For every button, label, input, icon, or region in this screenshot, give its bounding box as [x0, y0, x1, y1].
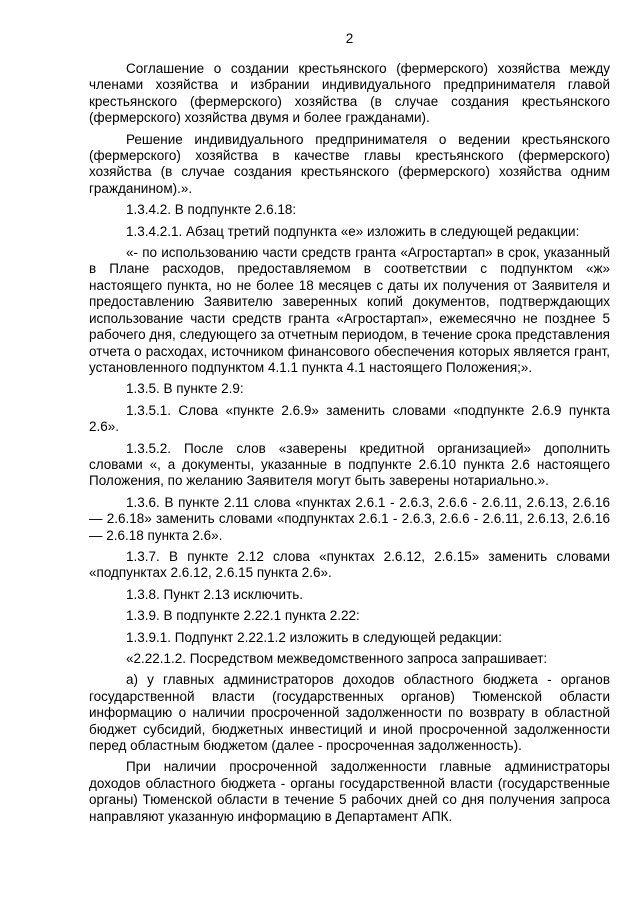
paragraph-2-22-1-2: «2.22.1.2. Посредством межведомственного запроса запрашивает:: [126, 651, 548, 666]
paragraph-overdue-debt: При наличии просроченной задолженности главные администраторы доходов областного бюджета - органы государственной власти (государственные органы) Тюменской области в течение 5 рабочих дней со дня получения запроса направляют указанную информацию в Департамент АПК.: [89, 759, 610, 824]
page-number: 2: [345, 31, 354, 46]
paragraph-1-3-8: 1.3.8. Пункт 2.13 исключить.: [126, 586, 304, 602]
document-body: [89, 61, 610, 825]
paragraph-decision: Решение индивидуального предпринимателя о ведении крестьянского (фермерского) хозяйства в качестве главы крестьянского (фермерского) хозяйства (в случае создания крестьянского (фермерского) хозяйства одним гражданином).».: [89, 131, 610, 196]
paragraph-1-3-9-1: 1.3.9.1. Подпункт 2.22.1.2 изложить в следующей редакции:: [126, 629, 502, 645]
paragraph-1-3-6: 1.3.6. В пункте 2.11 слова «пунктах 2.6.1 - 2.6.3, 2.6.6 - 2.6.11, 2.6.13, 2.6.16 — 2.6.18» заменить словами «подпунктах 2.6.1 - 2.6.3, 2.6.6 - 2.6.11, 2.6.13, 2.6.16 — 2.6.18 пункта 2.6».: [89, 494, 610, 543]
paragraph-1-3-4-2: 1.3.4.2. В подпункте 2.6.18:: [126, 202, 297, 218]
paragraph-1-3-5-2: 1.3.5.2. После слов «заверены кредитной организацией» дополнить словами «, а документы, указанные в подпункте 2.6.10 пункта 2.6 настоящего Положения, по желанию Заявителя могут быть заверены нотариально.».: [89, 440, 610, 489]
paragraph-1-3-5-1: 1.3.5.1. Слова «пункте 2.6.9» заменить словами «подпункте 2.6.9 пункта 2.6».: [89, 402, 610, 435]
paragraph-1-3-4-2-1: 1.3.4.2.1. Абзац третий подпункта «е» изложить в следующей редакции:: [126, 223, 580, 239]
paragraph-quote-grant: «- по использованию части средств гранта «Агростартап» в срок, указанный в Плане расходов, предоставляемом в соответствии с подпунктом «ж» настоящего пункта, но не более 18 месяцев с даты их получения от Заявителя и предоставлению Заявителю заверенных копий документов, подтверждающих использование части средств гранта «Агростартап», ежемесячно не позднее 5 рабочего дня, следующего за отчетным периодом, в течение срока представления отчета о расходах, источником финансового обеспечения которых является грант, установленного подпунктом 4.1.1 пункта 4.1 настоящего Положения;».: [89, 245, 610, 375]
paragraph-1-3-5: 1.3.5. В пункте 2.9:: [126, 381, 244, 397]
paragraph-item-a: а) у главных администраторов доходов областного бюджета - органов государственной власти (государственных органов) Тюменской области информацию о наличии просроченной задолженности по возврату в областной бюджет субсидий, бюджетных инвестиций и иной просроченной задолженности перед областным бюджетом (далее - просроченная задолженность).: [89, 672, 610, 754]
paragraph-1-3-9: 1.3.9. В подпункте 2.22.1 пункта 2.22:: [126, 608, 360, 624]
paragraph-agreement: Соглашение о создании крестьянского (фермерского) хозяйства между членами хозяйства и избрании индивидуального предпринимателя главой крестьянского (фермерского) хозяйства (в случае создания крестьянского (фермерского) хозяйства двумя и более гражданами).: [89, 61, 610, 126]
paragraph-1-3-7: 1.3.7. В пункте 2.12 слова «пунктах 2.6.12, 2.6.15» заменить словами «подпунктах 2.6.12, 2.6.15 пункта 2.6».: [89, 548, 610, 581]
